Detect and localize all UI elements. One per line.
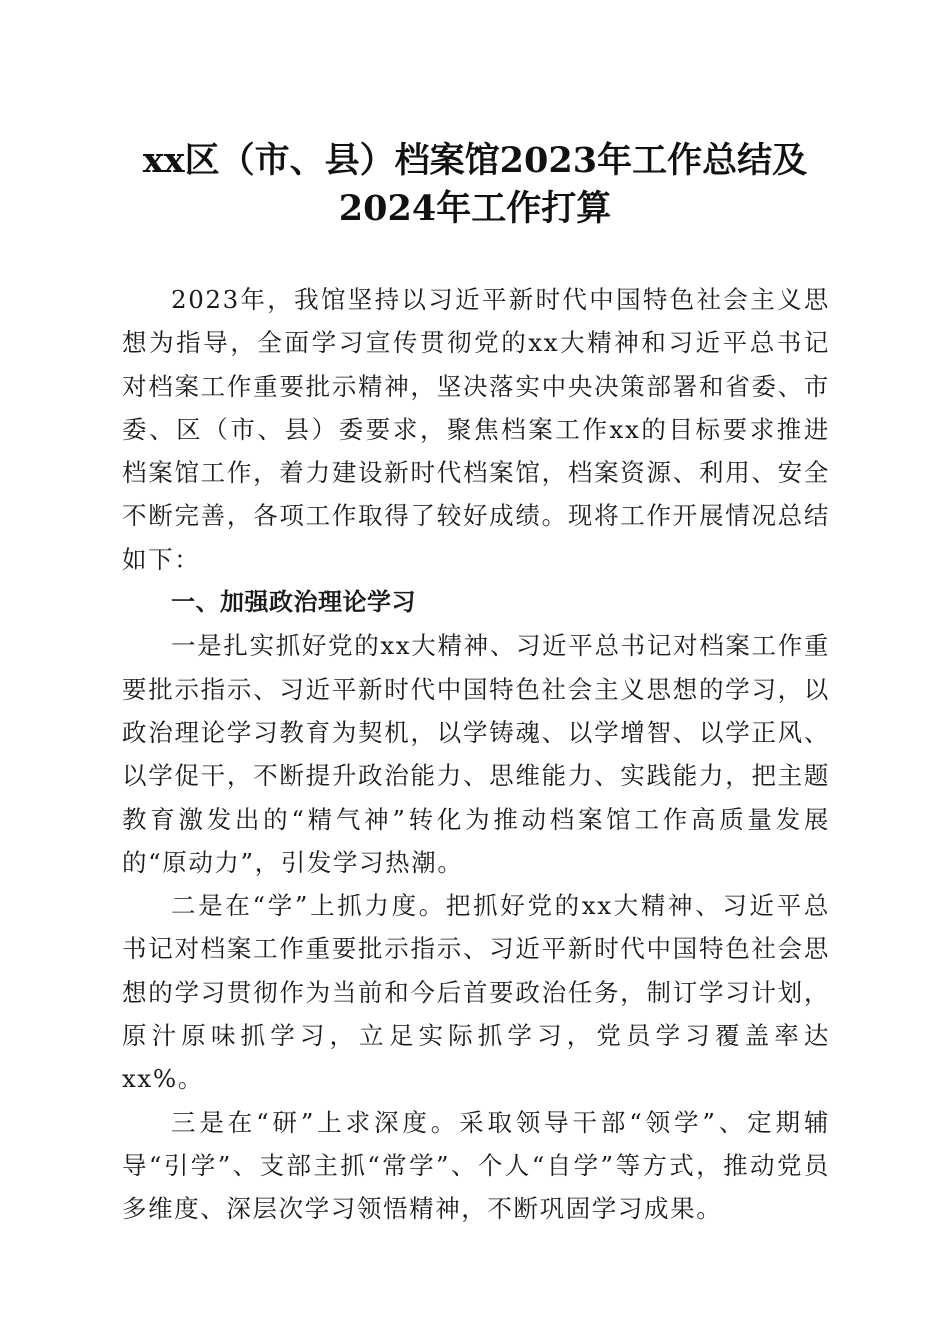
section1-paragraph-2: 二是在“学”上抓力度。把抓好党的xx大精神、习近平总书记对档案工作重要批示指示、习近平新时代中国特色社会思想的学习贯彻作为当前和今后首要政治任务，制订学习计划，原汁原味抓学习，立足实际抓学习，党员学习覆盖率达xx%。 — [122, 891, 830, 1094]
document-title-line-1: xx区（市、县）档案馆2023年工作总结及 — [142, 140, 808, 181]
document-body — [122, 278, 830, 1231]
section1-paragraph-3: 三是在“研”上求深度。采取领导干部“领学”、定期辅导“引学”、支部主抓“常学”、个人“自学”等方式，推动党员多维度、深层次学习领悟精神，不断巩固学习成果。 — [122, 1107, 830, 1224]
document-title-line-2: 2024年工作打算 — [338, 188, 612, 229]
intro-paragraph: 2023年，我馆坚持以习近平新时代中国特色社会主义思想为指导，全面学习宣传贯彻党的xx大精神和习近平总书记对档案工作重要批示精神，坚决落实中央决策部署和省委、市委、区（市、县）委要求，聚焦档案工作xx的目标要求推进档案馆工作，着力建设新时代档案馆，档案资源、利用、安全不断完善，各项工作取得了较好成绩。现将工作开展情况总结如下： — [122, 285, 830, 574]
section-heading-1: 一、加强政治理论学习 — [171, 588, 416, 617]
section1-paragraph-1: 一是扎实抓好党的xx大精神、习近平总书记对档案工作重要批示指示、习近平新时代中国特色社会主义思想的学习，以政治理论学习教育为契机，以学铸魂、以学增智、以学正风、以学促干，不断提升政治能力、思维能力、实践能力，把主题教育激发出的“精气神”转化为推动档案馆工作高质量发展的“原动力”，引发学习热潮。 — [122, 631, 830, 877]
